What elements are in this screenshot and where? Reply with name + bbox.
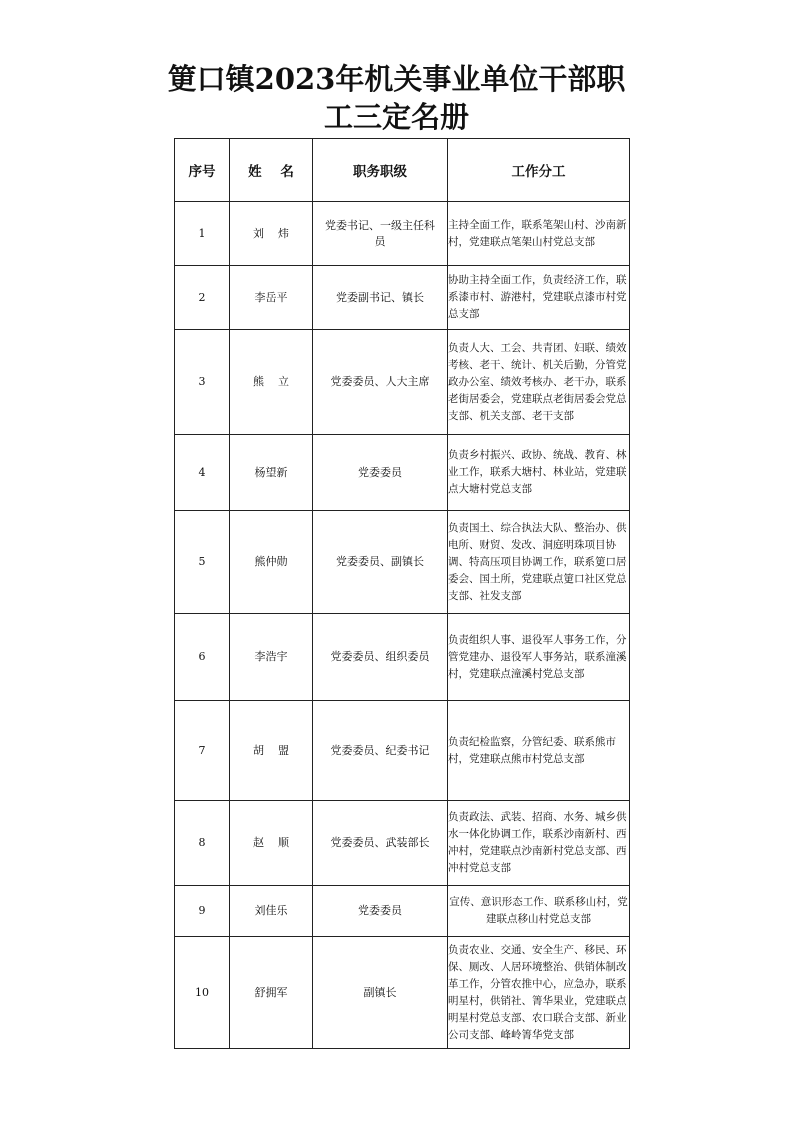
- row-position: 党委委员、副镇长: [313, 511, 448, 614]
- table-row: [175, 511, 630, 614]
- row-duty: 负责国土、综合执法大队、整治办、供电所、财贸、发改、洞庭明珠项目协调、特高压项目协调工作，联系筻口居委会、国土所，党建联点筻口社区党总支部、社发支部: [448, 511, 630, 614]
- row-name: 李岳平: [230, 266, 313, 330]
- table-row: [175, 801, 630, 886]
- row-no: 7: [175, 701, 230, 801]
- row-no: 9: [175, 886, 230, 937]
- row-position: 党委委员、纪委书记: [313, 701, 448, 801]
- row-duty: 负责组织人事、退役军人事务工作，分管党建办、退役军人事务站，联系潼溪村，党建联点潼溪村党总支部: [448, 614, 630, 701]
- table-row: [175, 614, 630, 701]
- row-position: 党委委员: [313, 886, 448, 937]
- row-duty: 负责人大、工会、共青团、妇联、绩效考核、老干、统计、机关后勤，分管党政办公室、绩效考核办、老干办，联系老街居委会，党建联点老街居委会党总支部、机关支部、老干支部: [448, 330, 630, 435]
- row-name: 李浩宇: [230, 614, 313, 701]
- row-duty: 负责乡村振兴、政协、统战、教育、林业工作，联系大塘村、林业站，党建联点大塘村党总支部: [448, 435, 630, 511]
- header-name: 姓 名: [230, 139, 313, 202]
- row-no: 3: [175, 330, 230, 435]
- row-name: 杨望新: [230, 435, 313, 511]
- row-name: 胡 盟: [230, 701, 313, 801]
- row-duty: 宣传、意识形态工作、联系移山村，党建联点移山村党总支部: [448, 886, 630, 937]
- table-row: [175, 330, 630, 435]
- roster-table: [174, 138, 630, 1049]
- row-position: 党委委员、人大主席: [313, 330, 448, 435]
- table-row: [175, 886, 630, 937]
- page-title: [0, 60, 793, 136]
- row-duty: 协助主持全面工作，负责经济工作，联系漆市村、游港村，党建联点漆市村党总支部: [448, 266, 630, 330]
- row-no: 2: [175, 266, 230, 330]
- table-row: [175, 266, 630, 330]
- row-name: 赵 顺: [230, 801, 313, 886]
- row-no: 6: [175, 614, 230, 701]
- row-no: 1: [175, 202, 230, 266]
- row-no: 10: [175, 937, 230, 1049]
- table-row: [175, 937, 630, 1049]
- row-position: 党委委员、武装部长: [313, 801, 448, 886]
- row-duty: 主持全面工作，联系笔架山村、沙南新村，党建联点笔架山村党总支部: [448, 202, 630, 266]
- table-row: [175, 435, 630, 511]
- row-duty: 负责纪检监察，分管纪委、联系熊市村，党建联点熊市村党总支部: [448, 701, 630, 801]
- row-position: 党委委员: [313, 435, 448, 511]
- row-position: 副镇长: [313, 937, 448, 1049]
- title-line-1: 筻口镇2023年机关事业单位干部职: [167, 62, 626, 96]
- row-position-text: 党委书记、一级主任科员: [325, 218, 435, 248]
- row-no: 8: [175, 801, 230, 886]
- row-duty: 负责政法、武装、招商、水务、城乡供水一体化协调工作，联系沙南新村、西冲村，党建联点沙南新村党总支部、西冲村党总支部: [448, 801, 630, 886]
- table-row: [175, 202, 630, 266]
- row-position: [313, 202, 448, 266]
- row-name: 刘佳乐: [230, 886, 313, 937]
- row-no: 5: [175, 511, 230, 614]
- header-position: 职务职级: [313, 139, 448, 202]
- row-duty: 负责农业、交通、安全生产、移民、环保、厕改、人居环境整治、供销体制改革工作，分管农推中心，应急办，联系明星村，供销社、箐华果业，党建联点明星村党总支部、农口联合支部、新业公司支部、峰岭箐华党支部: [448, 937, 630, 1049]
- row-name: 熊仲勋: [230, 511, 313, 614]
- row-no: 4: [175, 435, 230, 511]
- row-name: 熊 立: [230, 330, 313, 435]
- row-position: 党委委员、组织委员: [313, 614, 448, 701]
- header-duty: 工作分工: [448, 139, 630, 202]
- header-no: 序号: [175, 139, 230, 202]
- row-name: 舒拥军: [230, 937, 313, 1049]
- header-row: [175, 139, 630, 202]
- row-position: 党委副书记、镇长: [313, 266, 448, 330]
- row-name: 刘 炜: [230, 202, 313, 266]
- table-row: [175, 701, 630, 801]
- title-line-2: 工三定名册: [323, 100, 469, 134]
